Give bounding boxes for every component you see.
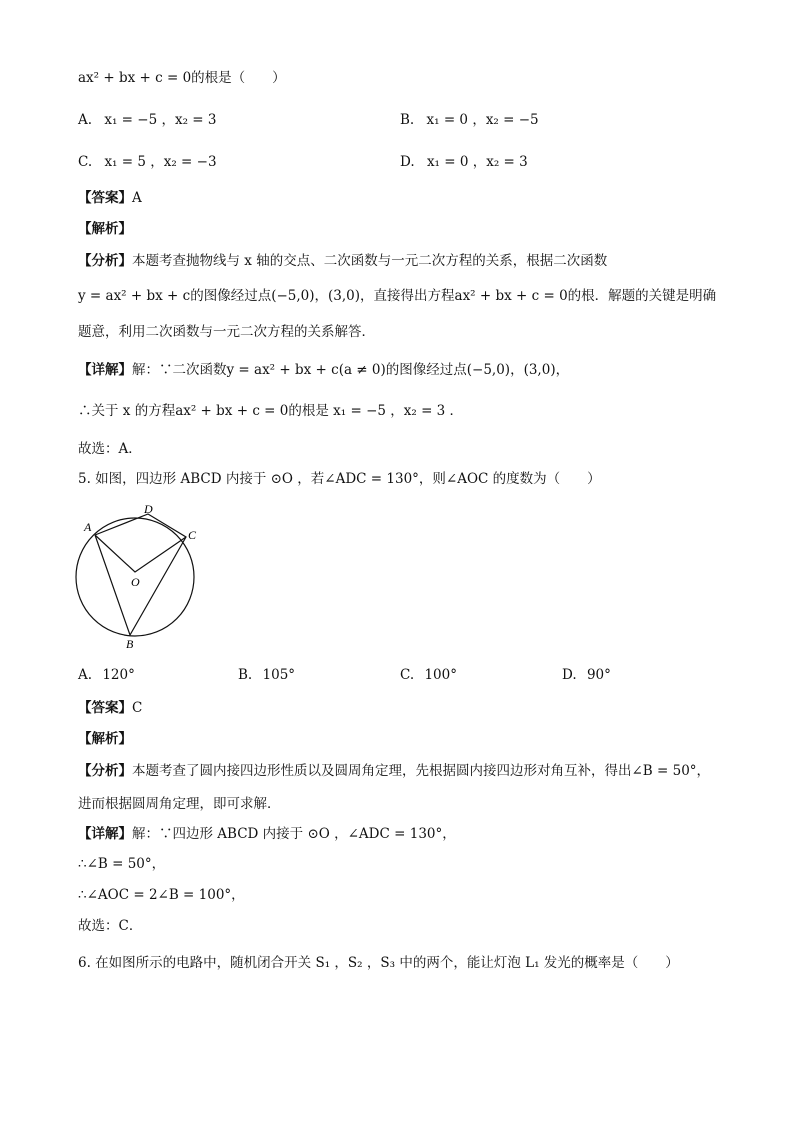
q4-option-b[interactable] bbox=[400, 111, 539, 129]
q4-answer bbox=[78, 189, 142, 207]
q4-stem-end: ax² + bx + c = 0的根是（ ） bbox=[78, 70, 286, 86]
q5-option-c[interactable] bbox=[400, 666, 457, 684]
q5-option-a-label: A. bbox=[78, 667, 93, 683]
label-c: C bbox=[188, 528, 197, 542]
q4-detail-line-1 bbox=[78, 361, 569, 379]
q5-figure bbox=[70, 500, 205, 650]
label-a: A bbox=[84, 520, 92, 534]
q4-option-b-text: x₁ = 0 ，x₂ = −5 bbox=[426, 112, 539, 128]
q4-option-a[interactable] bbox=[78, 111, 216, 129]
q4-detail-line-2: ∴关于 x 的方程ax² + bx + c = 0的根是 x₁ = −5 ，x₂ = 3 ． bbox=[78, 403, 464, 419]
q4-option-c-text: x₁ = 5 ，x₂ = −3 bbox=[104, 154, 217, 170]
q5-option-d-text: 90° bbox=[586, 667, 611, 683]
q5-final: 故选：C． bbox=[78, 918, 143, 934]
q5-answer-value: C bbox=[132, 700, 143, 716]
q5-option-b-text: 105° bbox=[262, 667, 296, 683]
q4-option-c[interactable] bbox=[78, 153, 217, 171]
q4-analysis-line-2: y = ax² + bx + c的图像经过点(−5,0)，(3,0)，直接得出方程ax² + bx + c = 0的根．解题的关键是明确 bbox=[78, 288, 717, 304]
q4-analysis-title: 【解析】 bbox=[78, 221, 132, 237]
q5-analysis-text-1: 本题考查了圆内接四边形性质以及圆周角定理，先根据圆内接四边形对角互补，得出∠B = 50°， bbox=[132, 763, 711, 779]
q5-detail-line-1 bbox=[78, 825, 456, 843]
q5-option-c-text: 100° bbox=[424, 667, 457, 683]
q5-analysis-title: 【解析】 bbox=[78, 731, 132, 747]
q4-option-d[interactable] bbox=[400, 153, 528, 171]
label-d: D bbox=[144, 502, 153, 516]
q4-answer-value: A bbox=[132, 190, 142, 206]
q5-option-c-label: C. bbox=[400, 667, 415, 683]
q5-detail-text-1: 解：∵四边形 ABCD 内接于 ⊙O ，∠ADC = 130°， bbox=[132, 826, 456, 842]
q4-answer-tag: 【答案】 bbox=[78, 190, 132, 206]
quad-abcd bbox=[95, 514, 186, 635]
q4-final: 故选：A． bbox=[78, 441, 142, 457]
q4-analysis-text-1: 本题考查抛物线与 x 轴的交点、二次函数与一元二次方程的关系，根据二次函数 bbox=[132, 253, 608, 269]
q5-option-d[interactable] bbox=[562, 666, 611, 684]
q4-option-d-text: x₁ = 0 ，x₂ = 3 bbox=[426, 154, 528, 170]
q4-detail-tag: 【详解】 bbox=[78, 362, 132, 378]
q5-analysis-tag: 【分析】 bbox=[78, 763, 132, 779]
q5-option-d-label: D. bbox=[562, 667, 577, 683]
q4-analysis-line-1 bbox=[78, 252, 607, 270]
q5-option-a-text: 120° bbox=[102, 667, 135, 683]
q4-option-c-label: C. bbox=[78, 154, 93, 170]
q5-answer bbox=[78, 699, 142, 717]
q5-option-b[interactable] bbox=[238, 666, 295, 684]
angle-aoc bbox=[95, 535, 186, 572]
q4-analysis-tag: 【分析】 bbox=[78, 253, 132, 269]
q5-option-a[interactable] bbox=[78, 666, 135, 684]
q6-stem: 6. 在如图所示的电路中，随机闭合开关 S₁ ，S₂ ，S₃ 中的两个，能让灯泡 L₁ 发光的概率是（ ） bbox=[78, 955, 679, 971]
q5-answer-tag: 【答案】 bbox=[78, 700, 132, 716]
q4-analysis-line-3: 题意，利用二次函数与一元二次方程的关系解答． bbox=[78, 324, 375, 340]
label-b: B bbox=[126, 637, 134, 650]
q5-analysis-line-1 bbox=[78, 762, 710, 780]
q4-option-a-label: A. bbox=[78, 112, 93, 128]
q5-analysis-line-2: 进而根据圆周角定理，即可求解． bbox=[78, 796, 281, 812]
q4-detail-text-1: 解：∵二次函数y = ax² + bx + c(a ≠ 0)的图像经过点(−5,0)，(3,0)， bbox=[132, 362, 570, 378]
q4-option-a-text: x₁ = −5 ，x₂ = 3 bbox=[104, 112, 217, 128]
label-o: O bbox=[131, 575, 140, 589]
q4-option-b-label: B. bbox=[400, 112, 415, 128]
q5-stem: 5. 如图，四边形 ABCD 内接于 ⊙O ，若∠ADC = 130°，则∠AOC 的度数为（ ） bbox=[78, 471, 601, 487]
q4-option-d-label: D. bbox=[400, 154, 415, 170]
q5-option-b-label: B. bbox=[238, 667, 253, 683]
q5-detail-tag: 【详解】 bbox=[78, 826, 132, 842]
q5-detail-line-2: ∴∠B = 50°， bbox=[78, 856, 166, 872]
q5-detail-line-3: ∴∠AOC = 2∠B = 100°， bbox=[78, 887, 245, 903]
